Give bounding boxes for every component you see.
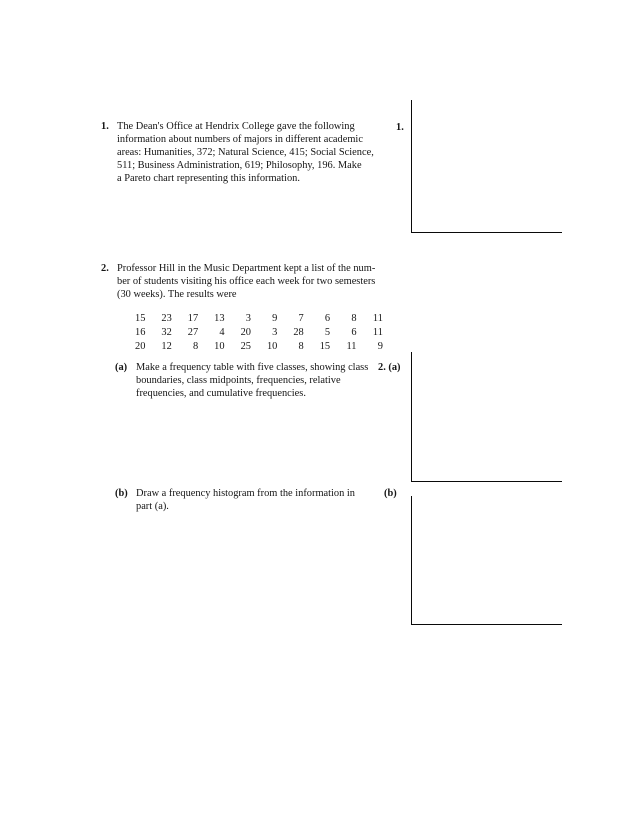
answer-1-label: 1. <box>396 122 404 133</box>
problem-2-text <box>117 262 375 301</box>
problem-1-text <box>117 120 374 185</box>
table-cell: 6 <box>351 327 357 338</box>
part-a-text <box>136 361 368 400</box>
text-line: areas: Humanities, 372; Natural Science, 415; Social Science, <box>117 147 374 158</box>
text-line: (30 weeks). The results were <box>117 289 237 300</box>
text-line: a Pareto chart representing this information. <box>117 173 300 184</box>
table-cell: 3 <box>272 327 278 338</box>
text-line: Make a frequency table with five classes, showing class <box>136 362 369 373</box>
problem-2-number: 2. <box>101 263 109 274</box>
text-line: ber of students visiting his office each week for two semesters <box>117 276 376 287</box>
part-a-label: (a) <box>115 362 128 373</box>
table-cell: 23 <box>161 313 172 324</box>
text-line: boundaries, class midpoints, frequencies, relative <box>136 375 341 386</box>
table-cell: 10 <box>266 341 278 352</box>
table-cell: 3 <box>245 313 251 324</box>
table-cell: 5 <box>324 327 331 338</box>
text-line: frequencies, and cumulative frequencies. <box>136 388 306 399</box>
answer-2a-axes <box>411 352 562 482</box>
table-cell: 7 <box>298 313 304 324</box>
table-cell: 9 <box>377 341 383 352</box>
table-cell: 8 <box>298 341 304 352</box>
table-cell: 27 <box>187 327 199 338</box>
table-row <box>119 326 383 340</box>
table-cell: 20 <box>135 341 146 352</box>
table-cell: 25 <box>240 341 251 352</box>
table-cell: 15 <box>319 341 331 352</box>
table-cell: 11 <box>372 327 383 338</box>
table-cell: 28 <box>293 327 304 338</box>
table-cell: 11 <box>372 313 383 324</box>
part-b-text <box>136 487 355 513</box>
table-cell: 9 <box>272 313 278 324</box>
table-cell: 16 <box>135 327 146 338</box>
problem-1-number: 1. <box>101 121 109 132</box>
text-line: Draw a frequency histogram from the information in <box>136 488 355 499</box>
table-cell: 13 <box>214 313 225 324</box>
table-cell: 8 <box>192 341 199 352</box>
answer-2a-label: 2. (a) <box>378 362 401 373</box>
answer-2b-label: (b) <box>384 488 397 499</box>
table-cell: 6 <box>324 313 331 324</box>
table-row <box>119 312 383 326</box>
answer-2b-histogram-axes <box>411 496 562 625</box>
table-cell: 8 <box>351 313 357 324</box>
table-cell: 4 <box>219 327 225 338</box>
part-b-label: (b) <box>115 488 128 499</box>
text-line: Professor Hill in the Music Department kept a list of the num- <box>117 263 376 274</box>
text-line: information about numbers of majors in different academic <box>117 134 363 145</box>
table-row <box>119 340 383 354</box>
table-cell: 10 <box>214 341 225 352</box>
table-cell: 15 <box>135 313 146 324</box>
table-cell: 11 <box>346 341 357 352</box>
office-visits-data-table <box>119 312 383 354</box>
table-cell: 20 <box>240 327 251 338</box>
table-cell: 12 <box>161 341 172 352</box>
table-cell: 17 <box>187 313 199 324</box>
answer-1-chart-axes <box>411 100 562 233</box>
text-line: 511; Business Administration, 619; Philosophy, 196. Make <box>117 160 362 171</box>
table-cell: 32 <box>161 327 172 338</box>
text-line: part (a). <box>136 501 169 512</box>
text-line: The Dean's Office at Hendrix College gave the following <box>117 121 355 132</box>
